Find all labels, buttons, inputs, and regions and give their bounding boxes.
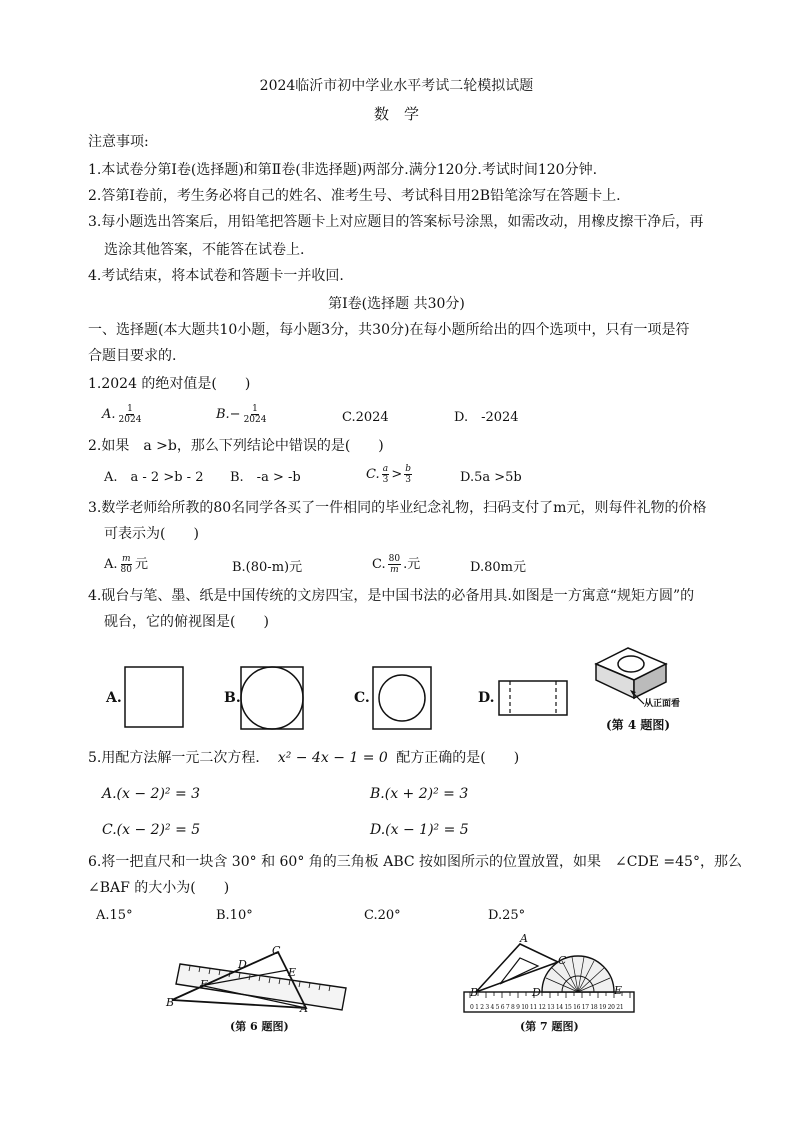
section1-intro-2: 合题目要求的.: [88, 348, 177, 364]
q6-option-b: B.10°: [216, 908, 253, 923]
q1-option-d: D. -2024: [454, 410, 519, 425]
q6-stem-1: 6.将一把直尺和一块含 30° 和 60° 角的三角板 ABC 按如图所示的位置放置，如果 ∠CDE =45°，那么: [88, 854, 742, 870]
q6-option-c: C.20°: [364, 908, 401, 923]
q6-label-c: C: [272, 944, 281, 957]
q5-option-a: A.(x − 2)² = 3: [102, 786, 201, 802]
q7-figure-caption: (第 7 题图): [520, 1020, 579, 1033]
q4-option-d-figure: [498, 680, 568, 716]
q1-stem: 1.2024 的绝对值是( ): [88, 376, 251, 392]
q5-stem: 5.用配方法解一元二次方程． x² − 4x − 1 = 0 配方正确的是( ): [88, 750, 520, 766]
q4-option-b-label: B.: [224, 690, 241, 706]
q2-option-a: A. a - 2 >b - 2: [104, 470, 204, 485]
q3-stem-1: 3.数学老师给所教的80名同学各买了一件相同的毕业纪念礼物，扫码支付了m元，则每件礼物的价格: [88, 500, 707, 516]
section1-intro-1: 一、选择题(本大题共10小题，每小题3分，共30分)在每小题所给出的四个选项中，只有一项是符: [88, 322, 690, 338]
q5-option-d: D.(x − 1)² = 5: [370, 822, 469, 838]
q6-figure: [160, 940, 350, 1016]
notice-item-3: 3.每小题选出答案后，用铅笔把答题卡上对应题目的答案标号涂黑，如需改动，用橡皮擦干净后，再: [88, 214, 704, 230]
q4-option-a-figure: [124, 666, 184, 728]
q4-stem-2: 砚台，它的俯视图是( ): [104, 614, 269, 630]
q3-stem-2: 可表示为( ): [104, 526, 199, 542]
q7-label-e: E: [614, 984, 623, 997]
q2-option-d: D.5a >5b: [460, 470, 522, 485]
q6-label-a: A: [300, 1002, 308, 1015]
q7-label-b: B: [470, 986, 479, 999]
q6-option-d: D.25°: [488, 908, 526, 923]
q3-option-a: A. $\frac{m}{80}$ 元: [104, 554, 148, 575]
q6-label-e: E: [288, 966, 297, 979]
q2-option-b: B. -a > -b: [230, 470, 301, 485]
q4-option-c-label: C.: [354, 690, 370, 706]
q5-option-c: C.(x − 2)² = 5: [102, 822, 201, 838]
q4-option-a-label: A.: [106, 690, 122, 706]
q7-ruler-numbers: 0 1 2 3 4 5 6 7 8 9 10 11 12 13 14 15 16 17 18 19 20 21: [470, 1004, 624, 1011]
subject-title: 数 学: [373, 105, 419, 123]
q2-stem: 2.如果 a >b，那么下列结论中错误的是( ): [88, 438, 384, 454]
q4-figure-caption: (第 4 题图): [606, 718, 671, 732]
q4-arrow-label: 从正面看: [644, 699, 681, 709]
q4-option-b-figure: [240, 666, 304, 730]
notice-item-4: 4.考试结束，将本试卷和答题卡一并收回.: [88, 268, 344, 284]
q3-option-b: B.(80-m)元: [232, 560, 303, 575]
q7-label-a: A: [520, 932, 528, 945]
notice-item-2: 2.答第Ⅰ卷前，考生务必将自己的姓名、准考生号、考试科目用2B铅笔涂写在答题卡上.: [88, 188, 621, 204]
q7-label-c: C: [558, 954, 567, 967]
q1-option-c: C.2024: [342, 410, 389, 425]
q5-option-b: B.(x + 2)² = 3: [370, 786, 469, 802]
section1-title: 第Ⅰ卷(选择题 共30分): [328, 296, 465, 312]
q6-option-a: A.15°: [96, 908, 133, 923]
notice-item-1: 1.本试卷分第Ⅰ卷(选择题)和第Ⅱ卷(非选择题)两部分.满分120分.考试时间120分钟.: [88, 162, 598, 178]
q6-label-f: F: [200, 978, 208, 991]
q7-label-d: D: [532, 986, 541, 999]
q6-figure-caption: (第 6 题图): [230, 1020, 289, 1033]
q3-option-c: C. $\frac{80}{m}$ .元: [372, 554, 421, 575]
q1-option-b: B.− $\frac{1}{2024}$: [216, 404, 267, 425]
q5-equation: x² − 4x − 1 = 0: [277, 750, 388, 766]
q4-stem-1: 4.砚台与笔、墨、纸是中国传统的文房四宝，是中国书法的必备用具.如图是一方寓意“规矩方圆”的: [88, 588, 695, 604]
q1-option-a: A. $\frac{1}{2024}$: [102, 404, 142, 425]
q3-option-d: D.80m元: [470, 560, 526, 575]
q6-stem-2: ∠BAF 的大小为( ): [88, 880, 230, 896]
q6-label-b: B: [166, 996, 175, 1009]
notice-item-3-cont: 选涂其他答案，不能答在试卷上.: [104, 242, 305, 258]
q6-label-d: D: [238, 958, 247, 971]
q4-option-c-figure: [372, 666, 432, 730]
q2-option-c: C. $\frac{a}{3}$ > $\frac{b}{3}$: [366, 464, 412, 485]
q4-option-d-label: D.: [478, 690, 495, 706]
exam-title: 2024临沂市初中学业水平考试二轮模拟试题: [259, 78, 534, 94]
notice-heading: 注意事项:: [88, 134, 149, 150]
